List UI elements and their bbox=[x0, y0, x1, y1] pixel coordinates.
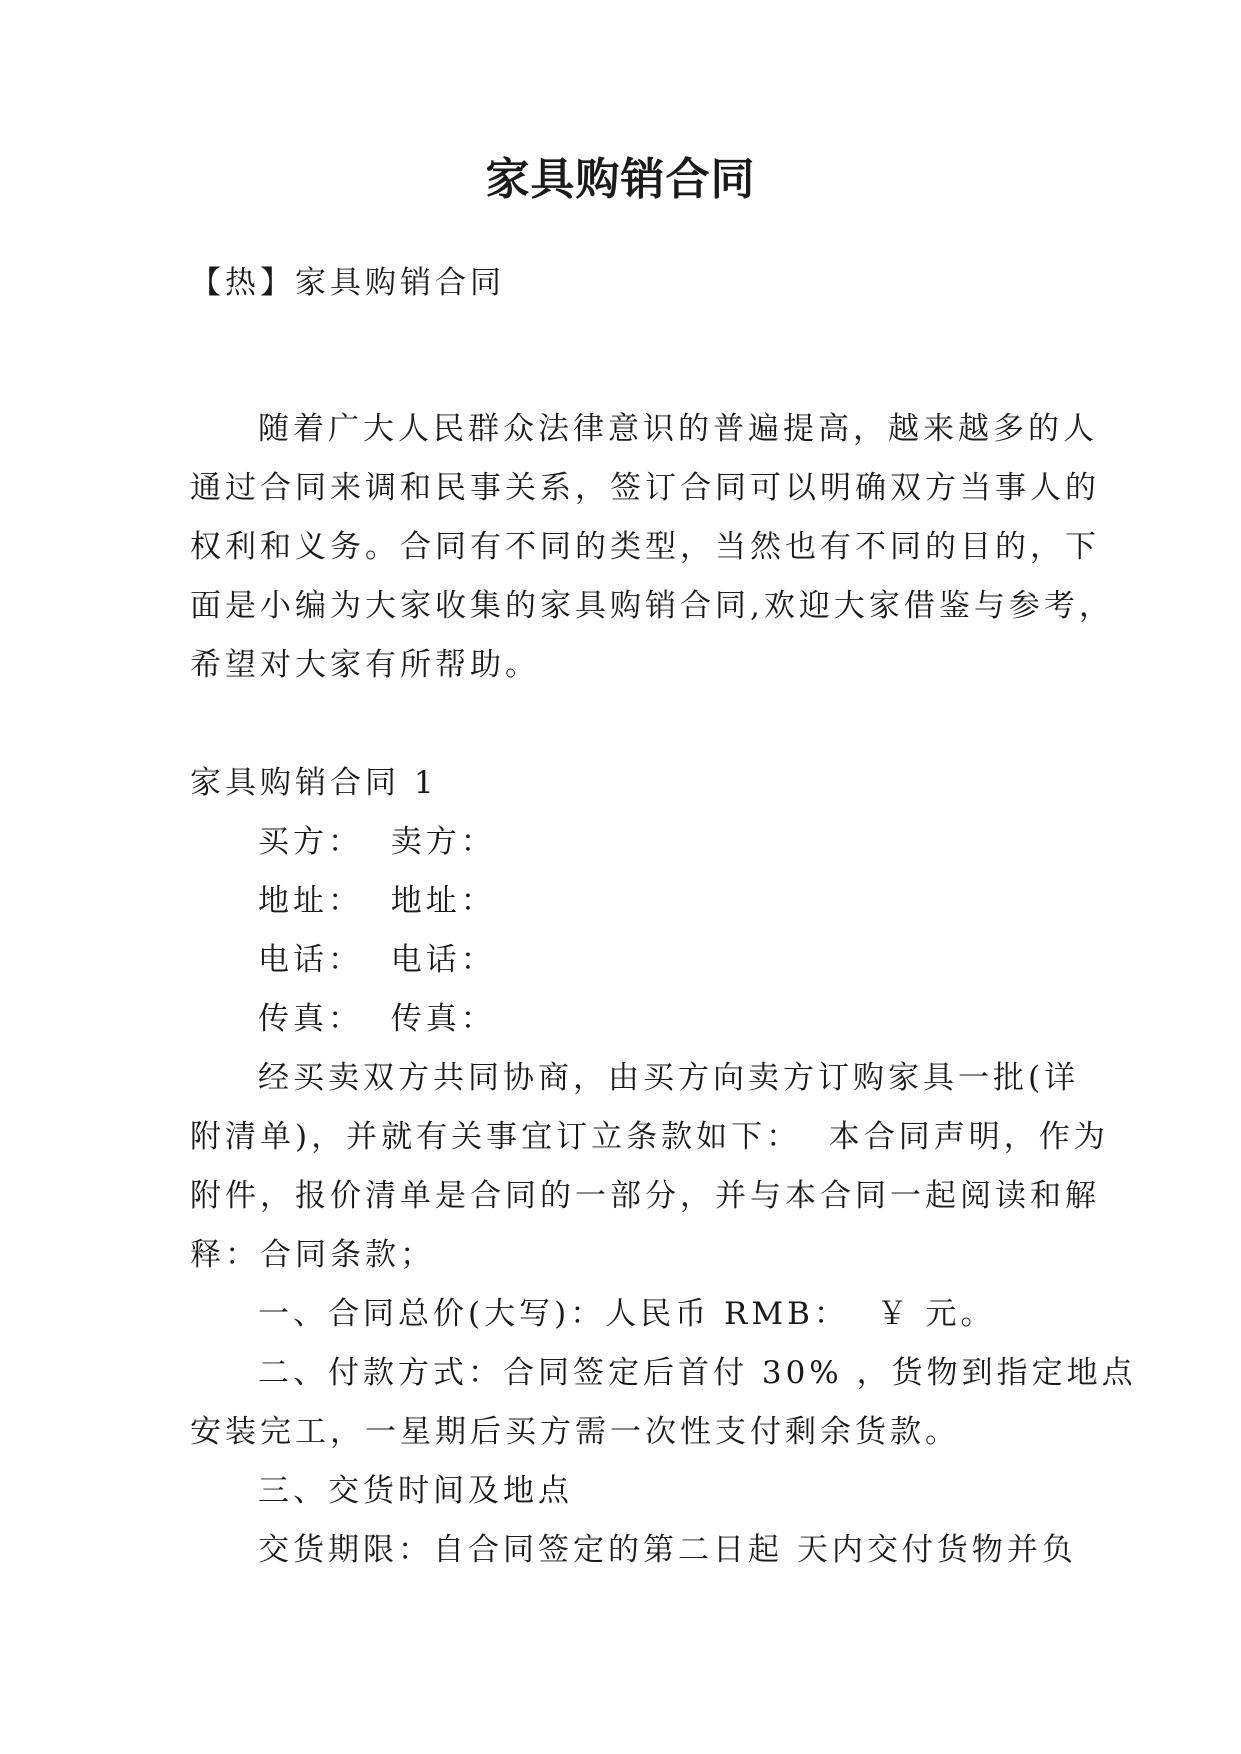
section-heading: 家具购销合同 1 bbox=[190, 765, 438, 801]
intro-line-2: 通过合同来调和民事关系，签订合同可以明确双方当事人的 bbox=[190, 470, 1100, 506]
document-subtitle: 【热】家具购销合同 bbox=[190, 265, 505, 301]
document-title: 家具购销合同 bbox=[485, 154, 756, 205]
party-line-phone: 电话： 电话： bbox=[258, 942, 496, 978]
party-line-buyer-seller: 买方： 卖方： bbox=[258, 824, 496, 860]
clause-delivery-heading: 三、交货时间及地点 bbox=[258, 1473, 573, 1509]
clause-total-price: 一、合同总价(大写)：人民币 RMB： ￥ 元。 bbox=[258, 1296, 996, 1332]
delivery-term-line: 交货期限：自合同签定的第二日起 天内交付货物并负 bbox=[258, 1532, 1077, 1568]
intro-line-1: 随着广大人民群众法律意识的普遍提高，越来越多的人 bbox=[258, 411, 1098, 447]
agreement-line-3: 附件，报价清单是合同的一部分，并与本合同一起阅读和解 bbox=[190, 1178, 1100, 1214]
agreement-line-4: 释：合同条款； bbox=[190, 1237, 435, 1273]
intro-line-4: 面是小编为大家收集的家具购销合同,欢迎大家借鉴与参考， bbox=[190, 588, 1114, 624]
party-line-address: 地址： 地址： bbox=[258, 883, 496, 919]
intro-line-3: 权利和义务。合同有不同的类型，当然也有不同的目的，下 bbox=[190, 529, 1100, 565]
party-line-fax: 传真： 传真： bbox=[258, 1001, 496, 1037]
intro-line-5: 希望对大家有所帮助。 bbox=[190, 647, 540, 683]
agreement-line-2: 附清单)，并就有关事宜订立条款如下： 本合同声明，作为 bbox=[190, 1119, 1109, 1155]
agreement-line-1: 经买卖双方共同协商，由买方向卖方订购家具一批(详 bbox=[258, 1060, 1080, 1096]
clause-payment-line-2: 安装完工，一星期后买方需一次性支付剩余货款。 bbox=[190, 1414, 960, 1450]
clause-payment-line-1: 二、付款方式：合同签定后首付 30% ，货物到指定地点 bbox=[258, 1355, 1137, 1391]
